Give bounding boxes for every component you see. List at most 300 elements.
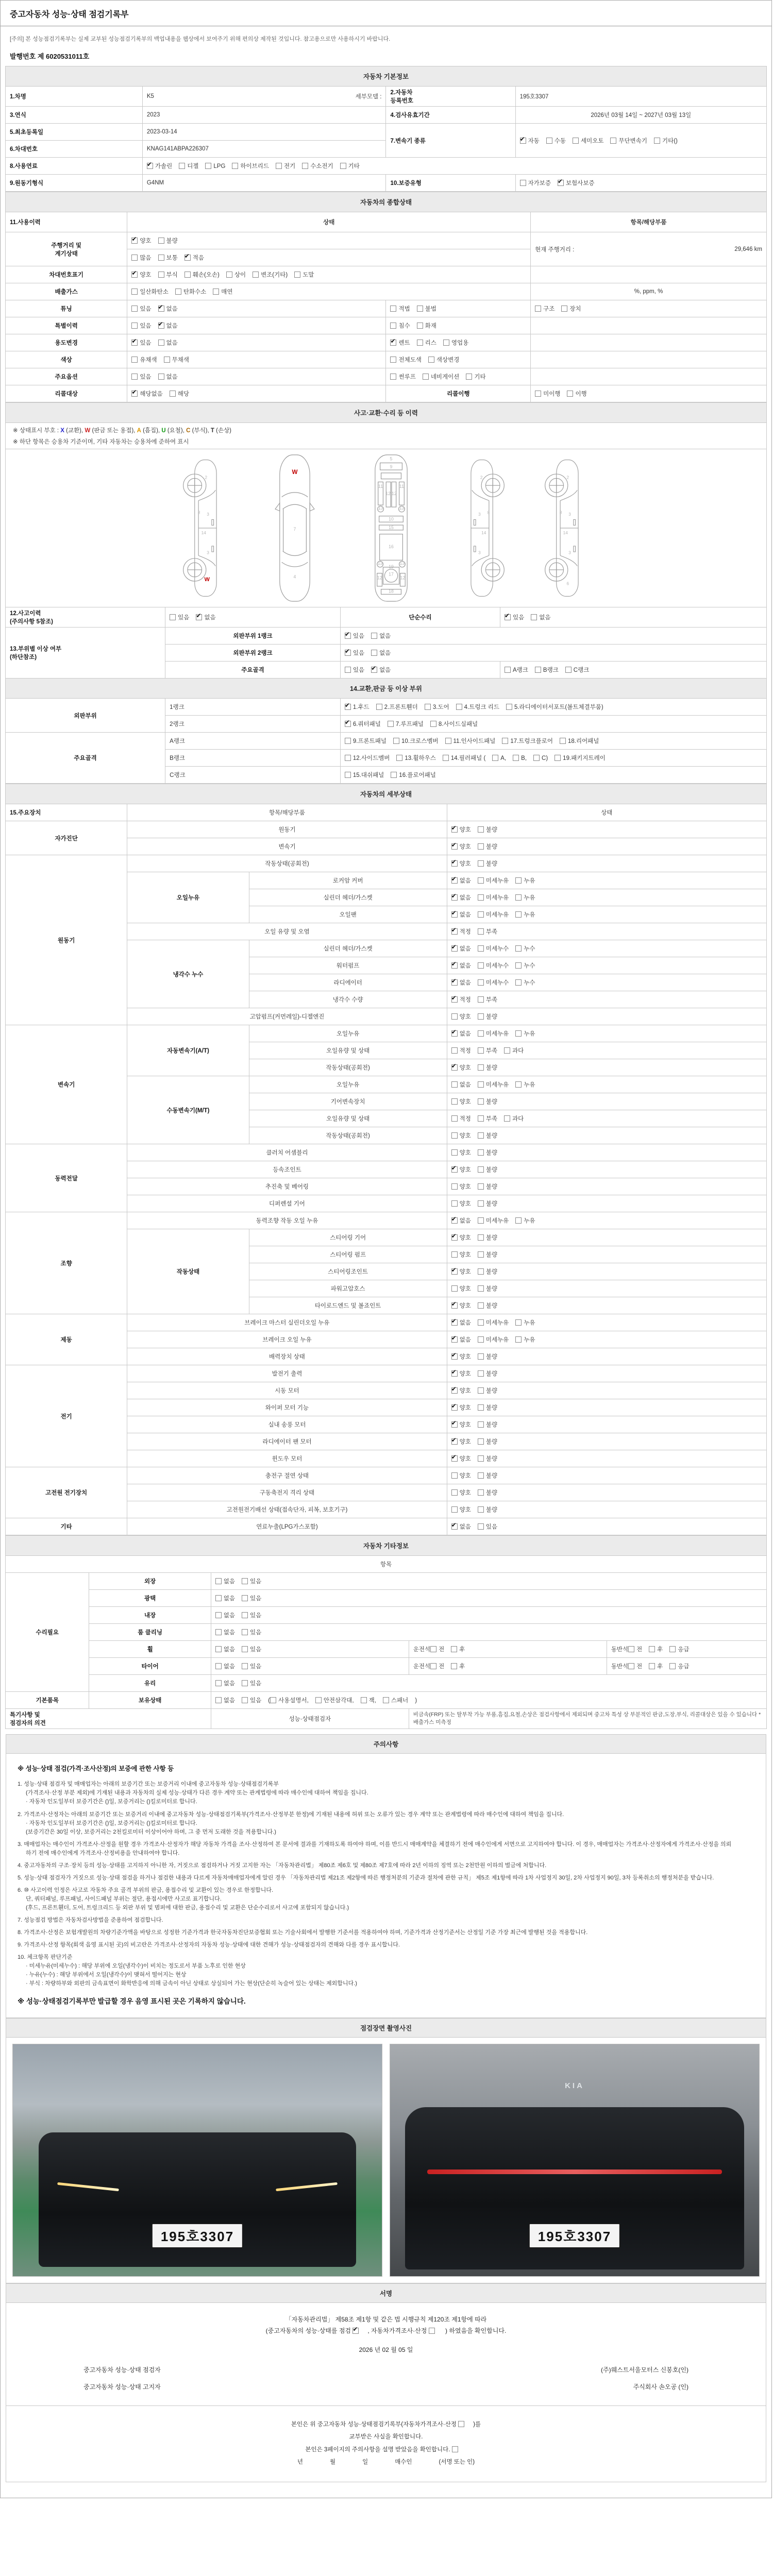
checkbox-1.후드[interactable] [345, 703, 369, 711]
legend-text: U [161, 428, 166, 434]
checkbox-icon [215, 1697, 222, 1703]
checkbox-양호[interactable] [131, 270, 151, 279]
checkbox-16.플로어패널[interactable] [391, 771, 436, 779]
checkbox-icon [430, 1663, 436, 1669]
checkbox-없음[interactable] [158, 372, 178, 381]
checkbox-보험사보증[interactable] [558, 179, 595, 187]
checkbox-미세누유[interactable] [478, 893, 509, 902]
checkbox-[interactable] [429, 2327, 437, 2334]
checkbox-icon [506, 704, 512, 710]
checkbox-미세누유[interactable] [478, 1080, 509, 1089]
checkbox-미세누수[interactable] [478, 961, 509, 970]
checkbox-양호[interactable] [451, 1505, 471, 1514]
checkbox-기타[interactable] [466, 372, 485, 381]
checkbox-미세누수[interactable] [478, 944, 509, 953]
checkbox-양호[interactable] [451, 1386, 471, 1395]
checkbox-label: 탄화수소 [183, 289, 207, 295]
checkbox-18.리어패널[interactable] [560, 737, 599, 745]
checkbox-불량[interactable] [478, 1097, 497, 1106]
checkbox-11.인사이드패널[interactable] [445, 737, 496, 745]
checkbox-불량[interactable] [478, 1284, 497, 1293]
checkbox-[interactable] [458, 2418, 466, 2431]
checkbox-과다[interactable] [504, 1114, 524, 1123]
checkbox-이행[interactable] [567, 389, 586, 398]
checkbox-icon [232, 163, 238, 169]
checkbox-없음[interactable] [215, 1679, 235, 1687]
checkbox-3.도어[interactable] [425, 703, 449, 711]
signer-name: 주식회사 손오공 (인) [633, 2383, 688, 2391]
car-damage-diagrams [10, 451, 762, 605]
checkbox-없음[interactable] [451, 978, 471, 987]
checkbox-13.휠하우스[interactable] [396, 754, 435, 762]
checkbox-없음[interactable] [215, 1611, 235, 1619]
checkbox-전[interactable] [628, 1662, 642, 1670]
checkbox-있음[interactable] [242, 1594, 261, 1602]
checkbox-있음[interactable] [345, 649, 364, 657]
checkbox-양호[interactable] [451, 1199, 471, 1208]
table-row [6, 175, 767, 192]
checkbox-전[interactable] [430, 1662, 444, 1670]
checkbox-있음[interactable] [478, 1522, 497, 1531]
checkbox-양호[interactable] [451, 1437, 471, 1446]
checkbox-[interactable] [452, 2444, 460, 2456]
checkbox-label: 누유 [524, 1320, 535, 1326]
checkbox-불량[interactable] [158, 236, 178, 245]
checkbox-있음[interactable] [242, 1577, 261, 1585]
checkbox-양호[interactable] [451, 1454, 471, 1463]
checkbox-불량[interactable] [478, 1369, 497, 1378]
checkbox-없음[interactable] [451, 944, 471, 953]
checkbox-침수[interactable] [390, 321, 410, 330]
checkbox-세미오토[interactable] [573, 137, 603, 145]
checkbox-17.트렁크플로어[interactable] [502, 737, 553, 745]
checkbox-label: 불량 [485, 827, 498, 833]
checkbox-누유[interactable] [515, 1335, 535, 1344]
checkbox-없음[interactable] [158, 321, 178, 330]
checkbox-icon [649, 1646, 655, 1652]
checkbox-리스[interactable] [417, 338, 436, 347]
checkbox-미이행[interactable] [535, 389, 560, 398]
checkbox-icon [158, 238, 164, 244]
checkbox-없음[interactable] [451, 1216, 471, 1225]
checkbox-양호[interactable] [451, 1284, 471, 1293]
checkbox-불량[interactable] [478, 1437, 497, 1446]
checkbox-label: 해당없음 [140, 391, 163, 397]
car-diagram-side-5 [543, 453, 591, 603]
checkbox-label: 불량 [485, 1014, 498, 1020]
checkbox-6.쿼터패널[interactable] [345, 720, 381, 728]
checkbox-불량[interactable] [478, 1267, 497, 1276]
car-diagram-side-r-4 [459, 453, 506, 603]
checkbox-있음[interactable] [131, 338, 151, 347]
checkbox-있음[interactable] [242, 1679, 261, 1687]
checkbox-적정[interactable] [451, 927, 471, 936]
checkbox-없음[interactable] [196, 613, 215, 621]
checkbox-구조[interactable] [535, 304, 554, 313]
field-value: 항목/해당부품 [127, 804, 447, 821]
checkbox-label: 매연 [221, 289, 233, 295]
checkbox-없음[interactable] [215, 1628, 235, 1636]
checkbox-양호[interactable] [451, 1165, 471, 1174]
checkbox-불량[interactable] [478, 1199, 497, 1208]
checkbox-label: 잭, [368, 1698, 376, 1704]
checkbox-5.라디에이터서포트(볼트체결부품)[interactable] [506, 703, 603, 711]
checkbox-불량[interactable] [478, 1301, 497, 1310]
checkbox-누유[interactable] [515, 893, 535, 902]
checkbox-없음[interactable] [451, 961, 471, 970]
checkbox-A랭크[interactable] [505, 666, 528, 674]
checkbox-적정[interactable] [451, 995, 471, 1004]
checkbox-가솔린[interactable] [147, 162, 172, 170]
checkbox-불량[interactable] [478, 1182, 497, 1191]
checkbox-있음[interactable] [131, 304, 151, 313]
checkbox-A,[interactable] [492, 755, 506, 761]
checkbox-icon [502, 738, 508, 744]
checkbox-렌트[interactable] [390, 338, 410, 347]
checkbox-양호[interactable] [131, 236, 151, 245]
field-value: 추진축 및 베어링 [127, 1178, 447, 1195]
checkbox-없음[interactable] [451, 1335, 471, 1344]
checkbox-양호[interactable] [451, 1267, 471, 1276]
checkbox-양호[interactable] [451, 859, 471, 868]
checkbox-있음[interactable] [131, 372, 151, 381]
checkbox-양호[interactable] [451, 1182, 471, 1191]
checkbox-불량[interactable] [478, 842, 497, 851]
checkbox-없음[interactable] [451, 1318, 471, 1327]
checkbox-불량[interactable] [478, 1488, 497, 1497]
checkbox-7.루프패널[interactable] [388, 720, 424, 728]
checkbox-도말[interactable] [294, 270, 314, 279]
checkbox-양호[interactable] [451, 1131, 471, 1140]
checkbox-있음[interactable] [242, 1662, 261, 1670]
checkbox-icon [478, 945, 484, 952]
field-label: 휠 [89, 1641, 211, 1658]
checkbox-있음[interactable] [242, 1611, 261, 1619]
checkbox-불량[interactable] [478, 1233, 497, 1242]
field-value: 오일누유 [249, 1025, 447, 1042]
checkbox-전[interactable] [628, 1645, 642, 1653]
checkbox-양호[interactable] [451, 1097, 471, 1106]
checkbox-있음[interactable] [242, 1628, 261, 1636]
checkbox-색상변경[interactable] [428, 355, 459, 364]
checkbox-group [447, 1416, 766, 1433]
checkbox-icon [205, 163, 211, 169]
checkbox-없음[interactable] [158, 304, 178, 313]
checkbox-B,[interactable] [513, 755, 527, 761]
checkbox-후[interactable] [649, 1662, 663, 1670]
checkbox-보통[interactable] [158, 253, 178, 262]
checkbox-label: 양호 [459, 1150, 471, 1156]
checkbox-불량[interactable] [478, 1250, 497, 1259]
checkbox-불량[interactable] [478, 1148, 497, 1157]
checkbox-수소전기[interactable] [302, 162, 333, 170]
checkbox-양호[interactable] [451, 1012, 471, 1021]
checkbox-잭,[interactable] [361, 1696, 376, 1704]
checkbox-group [447, 1212, 766, 1229]
checkbox-없음[interactable] [215, 1696, 235, 1704]
checkbox-불량[interactable] [478, 1165, 497, 1174]
checkbox-적정[interactable] [451, 1114, 471, 1123]
checkbox-사용설명서,[interactable] [270, 1696, 309, 1704]
checkbox-양호[interactable] [451, 825, 471, 834]
checkbox-불량[interactable] [478, 1505, 497, 1514]
checkbox-안전삼각대,[interactable] [315, 1696, 354, 1704]
checkbox-group [515, 124, 766, 158]
checkbox-icon [478, 1404, 484, 1411]
checkbox-응급[interactable] [669, 1662, 689, 1670]
checkbox-icon [215, 1680, 222, 1686]
checkbox-누유[interactable] [515, 1029, 535, 1038]
checkbox-group [127, 266, 531, 283]
checkbox-부족[interactable] [478, 995, 497, 1004]
checkbox-icon [478, 1200, 484, 1207]
checkbox-label: 없음 [459, 1031, 471, 1037]
checkbox-누유[interactable] [515, 876, 535, 885]
checkbox-9.프론트패널[interactable] [345, 737, 386, 745]
checkbox-없음[interactable] [215, 1645, 235, 1653]
photos-section-body [6, 2038, 766, 2283]
checkbox-없음[interactable] [451, 1029, 471, 1038]
checkbox-양호[interactable] [451, 1403, 471, 1412]
checkbox-양호[interactable] [451, 1250, 471, 1259]
checkbox-양호[interactable] [451, 1301, 471, 1310]
checkbox-icon [443, 755, 449, 761]
checkbox-누유[interactable] [515, 1318, 535, 1327]
checkbox-미세누수[interactable] [478, 978, 509, 987]
checkbox-없음[interactable] [215, 1594, 235, 1602]
checkbox-누수[interactable] [515, 961, 535, 970]
checkbox-없음[interactable] [451, 1080, 471, 1089]
checkbox-icon [451, 962, 458, 969]
checkbox-후[interactable] [451, 1645, 465, 1653]
checkbox-없음[interactable] [371, 632, 391, 640]
checkbox-group [409, 1658, 607, 1675]
checkbox-유채색[interactable] [131, 355, 157, 364]
checkbox-누수[interactable] [515, 944, 535, 953]
checkbox-없음[interactable] [371, 666, 391, 674]
checkbox-무단변속기[interactable] [610, 137, 647, 145]
checkbox-label: 적법 [398, 306, 410, 312]
checkbox-해당[interactable] [170, 389, 189, 398]
checkbox-후[interactable] [649, 1645, 663, 1653]
checkbox-없음[interactable] [451, 1522, 471, 1531]
checkbox-없음[interactable] [371, 649, 391, 657]
checkbox-C)[interactable] [533, 755, 548, 761]
checkbox-적음[interactable] [184, 253, 204, 262]
checkbox-스패너[interactable] [383, 1696, 408, 1704]
checkbox-group [211, 1692, 766, 1709]
checkbox-불량[interactable] [478, 1471, 497, 1480]
field-value [531, 351, 767, 368]
checkbox-label: 불량 [485, 861, 498, 867]
checkbox-icon [131, 357, 138, 363]
checkbox-누유[interactable] [515, 910, 535, 919]
checkbox-부족[interactable] [478, 927, 497, 936]
checkbox-상이[interactable] [226, 270, 246, 279]
checkbox-없음[interactable] [451, 910, 471, 919]
checkbox-매연[interactable] [213, 287, 232, 296]
checkbox-4.트렁크 리드[interactable] [456, 703, 499, 711]
checkbox-디젤[interactable] [179, 162, 198, 170]
checkbox-양호[interactable] [451, 842, 471, 851]
checkbox-group [386, 317, 531, 334]
checkbox-15.대쉬패널[interactable] [345, 771, 384, 779]
signature-section-header: 서명 [6, 2283, 766, 2303]
checkbox-적법[interactable] [390, 304, 410, 313]
checkbox-8.사이드실패널[interactable] [430, 720, 478, 728]
checkbox-영업용[interactable] [443, 338, 468, 347]
checkbox-불량[interactable] [478, 1012, 497, 1021]
checkbox-없음[interactable] [215, 1662, 235, 1670]
checkbox-불량[interactable] [478, 1063, 497, 1072]
checkbox-B랭크[interactable] [535, 666, 559, 674]
checkbox-양호[interactable] [451, 1420, 471, 1429]
checkbox-불량[interactable] [478, 1420, 497, 1429]
checkbox-있음[interactable] [170, 613, 189, 621]
checkbox-label: 없음 [166, 374, 178, 380]
checkbox-하이브리드[interactable] [232, 162, 269, 170]
checkbox-group [386, 334, 531, 351]
checkbox-탄화수소[interactable] [175, 287, 206, 296]
caution-item [18, 1928, 754, 1937]
checkbox-변조(기타)[interactable] [253, 270, 288, 279]
checkbox-label: C랭크 [573, 667, 590, 673]
field-label: 12.사고이력 (주의사항 5참조) [6, 607, 165, 628]
checkbox-응급[interactable] [669, 1645, 689, 1653]
checkbox-label: 없음 [223, 1596, 235, 1602]
checkbox-미세누유[interactable] [478, 1335, 509, 1344]
checkbox-label: 무단변속기 [618, 138, 647, 144]
checkbox-[interactable] [352, 2327, 361, 2334]
checkbox-무채색[interactable] [164, 355, 189, 364]
checkbox-불량[interactable] [478, 1454, 497, 1463]
checkbox-전기[interactable] [276, 162, 295, 170]
checkbox-icon [535, 391, 541, 397]
checkbox-미세누유[interactable] [478, 910, 509, 919]
field-label: 유리 [89, 1675, 211, 1692]
checkbox-전체도색[interactable] [390, 355, 421, 364]
checkbox-누수[interactable] [515, 978, 535, 987]
checkbox-group [607, 1658, 766, 1675]
checkbox-있음[interactable] [242, 1696, 261, 1704]
checkbox-양호[interactable] [451, 1063, 471, 1072]
checkbox-불량[interactable] [478, 1352, 497, 1361]
checkbox-양호[interactable] [451, 1233, 471, 1242]
field-label: 특별이력 [6, 317, 127, 334]
checkbox-없음[interactable] [531, 613, 550, 621]
checkbox-전[interactable] [430, 1645, 444, 1653]
field-value: 와이퍼 모터 기능 [127, 1399, 447, 1416]
checkbox-icon [478, 1081, 484, 1088]
checkbox-적정[interactable] [451, 1046, 471, 1055]
checkbox-양호[interactable] [451, 1471, 471, 1480]
checkbox-썬루프[interactable] [390, 372, 415, 381]
checkbox-후[interactable] [451, 1662, 465, 1670]
checkbox-미세누유[interactable] [478, 1318, 509, 1327]
checkbox-있음[interactable] [131, 321, 151, 330]
checkbox-양호[interactable] [451, 1488, 471, 1497]
checkbox-미세누유[interactable] [478, 876, 509, 885]
checkbox-자가보증[interactable] [520, 179, 551, 187]
checkbox-group [447, 1059, 766, 1076]
checkbox-불법[interactable] [417, 304, 436, 313]
checkbox-icon [423, 374, 429, 380]
checkbox-없음[interactable] [451, 876, 471, 885]
checkbox-19.패키지트레이[interactable] [554, 754, 606, 762]
checkbox-기타()[interactable] [654, 137, 678, 145]
checkbox-icon [554, 755, 561, 761]
checkbox-있음[interactable] [505, 613, 524, 621]
caution-line: (후드, 프론트휀더, 도어, 트렁크리드 등 외판 부위 및 범퍼에 대한 판금, 용접수리 및 교환은 단순수리로서 사고에 포함되지 않습니다.) [26, 1904, 349, 1911]
checkbox-부족[interactable] [478, 1046, 497, 1055]
checkbox-과다[interactable] [504, 1046, 524, 1055]
checkbox-불량[interactable] [478, 1131, 497, 1140]
checkbox-label: 있음 [513, 615, 525, 621]
checkbox-label: A랭크 [513, 667, 528, 673]
checkbox-많음[interactable] [131, 253, 151, 262]
checkbox-부족[interactable] [478, 1114, 497, 1123]
checkbox-group [127, 351, 386, 368]
checkbox-누유[interactable] [515, 1216, 535, 1225]
checkbox-없음[interactable] [158, 338, 178, 347]
checkbox-LPG[interactable] [205, 163, 225, 170]
checkbox-label: 기타 [348, 163, 360, 170]
checkbox-icon [478, 1149, 484, 1156]
checkbox-있음[interactable] [345, 666, 364, 674]
checkbox-양호[interactable] [451, 1352, 471, 1361]
checkbox-미세누유[interactable] [478, 1216, 509, 1225]
checkbox-없음[interactable] [215, 1577, 235, 1585]
checkbox-화재[interactable] [417, 321, 436, 330]
checkbox-12.사이드멤버[interactable] [345, 754, 390, 762]
checkbox-미세누유[interactable] [478, 1029, 509, 1038]
checkbox-label: 미세누유 [485, 895, 509, 901]
checkbox-기타[interactable] [340, 162, 360, 170]
checkbox-해당없음[interactable] [131, 389, 162, 398]
checkbox-양호[interactable] [451, 1369, 471, 1378]
checkbox-C랭크[interactable] [565, 666, 590, 674]
checkbox-불량[interactable] [478, 1386, 497, 1395]
checkbox-있음[interactable] [242, 1645, 261, 1653]
checkbox-14.필러패널 ([interactable] [443, 754, 485, 762]
checkbox-10.크로스멤버[interactable] [393, 737, 439, 745]
caution-line: (보증기간은 30일 이상, 보증거리는 2천킬로미터 이상이어야 하며, 그 중 먼저 도래한 것을 적용합니다.) [26, 1828, 276, 1835]
checkbox-불량[interactable] [478, 1403, 497, 1412]
field-value: 작동상태(공회전) [127, 855, 447, 872]
caution-line: 1. 성능·상태 점검자 및 매매업자는 아래의 보증기간 또는 보증거리 이내에 중고자동차 성능·상태점검기록부 [18, 1781, 279, 1788]
checkbox-있음[interactable] [345, 632, 364, 640]
field-value: 클러치 어셈블리 [127, 1144, 447, 1161]
checkbox-부식[interactable] [158, 270, 178, 279]
checkbox-일산화탄소[interactable] [131, 287, 169, 296]
legend-text: (판금 또는 용접), [90, 428, 137, 434]
checkbox-자동[interactable] [520, 137, 540, 145]
checkbox-label: 자가보증 [528, 180, 551, 187]
checkbox-누유[interactable] [515, 1080, 535, 1089]
checkbox-2.프론트휀더[interactable] [376, 703, 418, 711]
checkbox-양호[interactable] [451, 1148, 471, 1157]
checkbox-훼손(오손)[interactable] [184, 270, 220, 279]
checkbox-네비게이션[interactable] [423, 372, 460, 381]
checkbox-장치[interactable] [561, 304, 581, 313]
checkbox-수동[interactable] [546, 137, 566, 145]
checkbox-불량[interactable] [478, 825, 497, 834]
legend-text: 본인은 위 중고자동차 성능·상태점검기록부(자동차가격조사·산정 [291, 2421, 459, 2428]
legend-text: X [60, 428, 64, 434]
checkbox-불량[interactable] [478, 859, 497, 868]
checkbox-없음[interactable] [451, 893, 471, 902]
checkbox-label: 5.라디에이터서포트(볼트체결부품) [514, 704, 603, 710]
